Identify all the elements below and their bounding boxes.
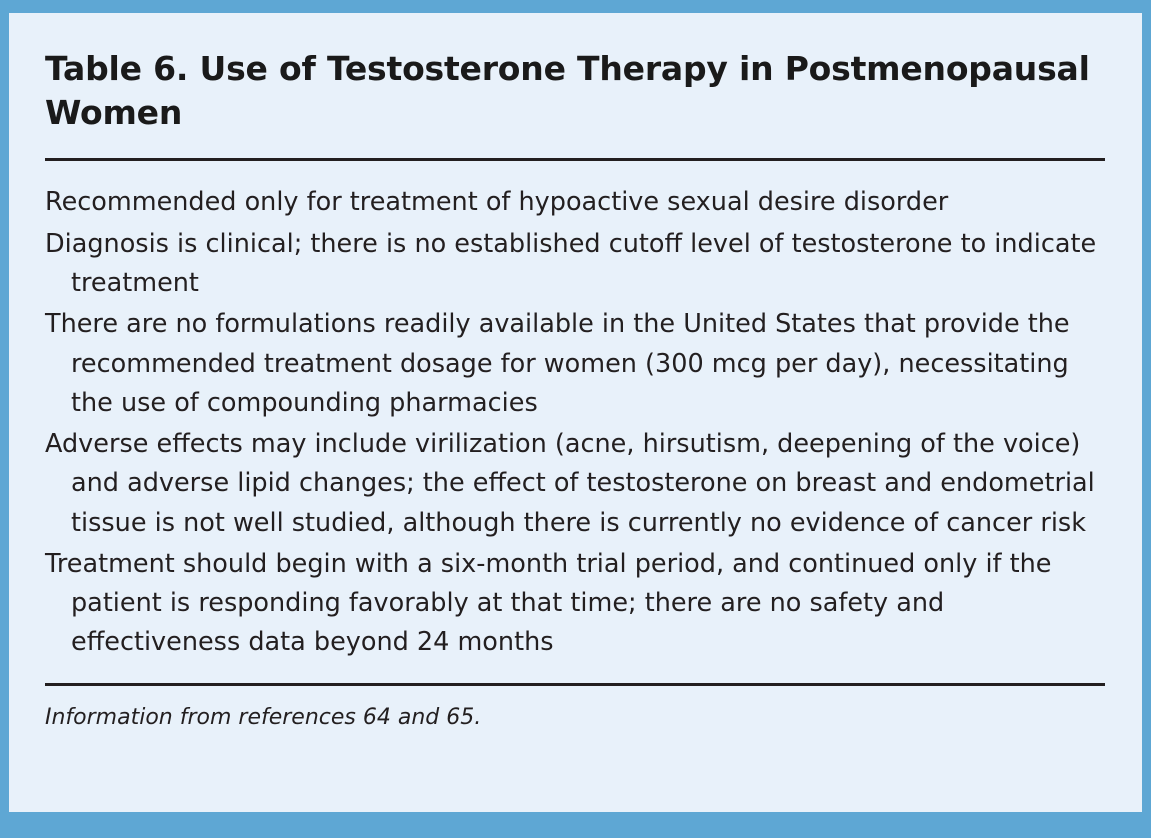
list-item: Diagnosis is clinical; there is no established cutoff level of testosterone to indicate treatment — [45, 228, 1097, 298]
list-item: There are no formulations readily available in the United States that provide the recommended treatment dosage for women (300 mcg per day), necessitating the use of compounding pharmacies — [45, 309, 1070, 418]
table-container — [9, 13, 1142, 812]
list-item: Adverse effects may include virilization (acne, hirsutism, deepening of the voice) and adverse lipid changes; the effect of testosterone on breast and endometrial tissue is not well studied, although there is currently no evidence of cancer risk — [45, 429, 1095, 538]
table-footer — [9, 683, 1142, 733]
footnote-text: Information from references 64 and 65. — [45, 704, 482, 730]
table-title: Table 6. Use of Testosterone Therapy in Postmenopausal Women — [45, 49, 1090, 133]
list-item: Recommended only for treatment of hypoactive sexual desire disorder — [45, 187, 949, 218]
list-item: Treatment should begin with a six-month trial period, and continued only if the patient is responding favorably at that time; there are no safety and effectiveness data beyond 24 months — [45, 548, 1052, 658]
table-body-list — [9, 161, 1142, 662]
